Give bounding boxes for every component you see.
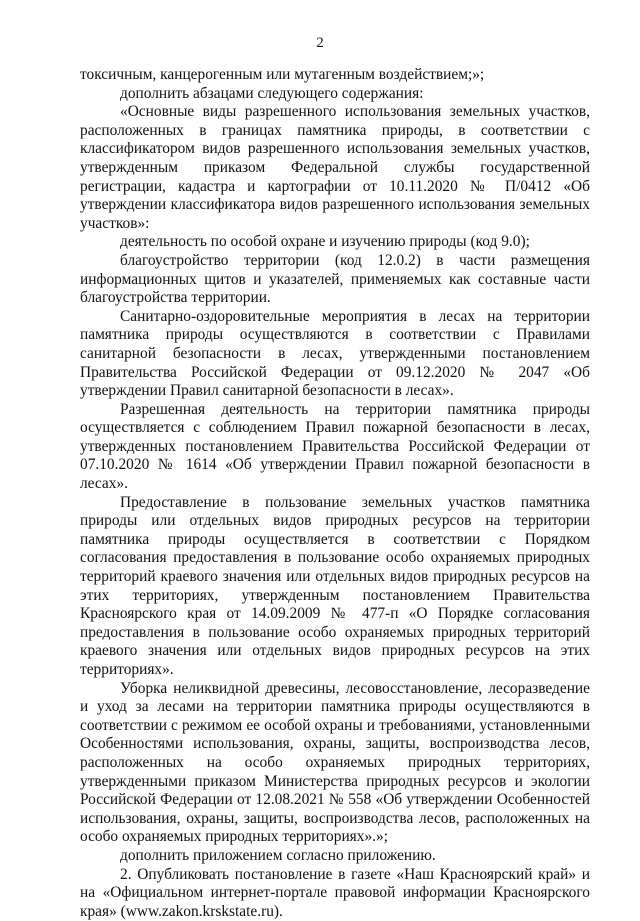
paragraph-9: Уборка неликвидной древесины, лесовосстановление, лесоразведение и уход за лесами на территории памятника природы осуществляются в соответствии с режимом ее особой охраны и требованиями, установленными Особенностями использования, охраны, защиты, воспроизводства лесов, расположенных на особо охраняемых природных территориях, утвержденными приказом Министерства природных ресурсов и экологии Российской Федерации от 12.08.2021 № 558 «Об утверждении Особенностей использования, охраны, защиты, воспроизводства лесов, расположенных на особо охраняемых природных территориях».»; bbox=[80, 679, 590, 846]
paragraph-2: дополнить абзацами следующего содержания: bbox=[120, 84, 424, 102]
paragraph-1: токсичным, канцерогенным или мутагенным воздействием;»; bbox=[80, 66, 485, 83]
paragraph-10: дополнить приложением согласно приложению. bbox=[120, 846, 436, 864]
paragraph-3: «Основные виды разрешенного использования земельных участков, расположенных в границах памятника природы, в соответствии с классификатором видов разрешенного использования земельных участков, утвержденным приказом Федеральной службы государственной регистрации, кадастра и картографии от 10.11.2020 № П/0412 «Об утверждении классификатора видов разрешенного использования земельных участков»: bbox=[80, 103, 590, 232]
paragraph-11: 2. Опубликовать постановление в газете «Наш Красноярский край» и на «Официальном интернет-портале правовой информации Красноярского края» (www.zakon.krskstate.ru). bbox=[80, 865, 590, 920]
paragraph-5: благоустройство территории (код 12.0.2) в части размещения информационных щитов и указателей, применяемых как составные части благоустройства территории. bbox=[80, 251, 590, 307]
paragraph-7: Разрешенная деятельность на территории памятника природы осуществляется с соблюдением Правил пожарной безопасности в лесах, утвержденных постановлением Правительства Российской Федерации от 07.10.2020 № 1614 «Об утверждении Правил пожарной безопасности в лесах». bbox=[80, 400, 590, 493]
document-body bbox=[80, 66, 590, 921]
paragraph-6: Санитарно-оздоровительные мероприятия в лесах на территории памятника природы осуществляются в соответствии с Правилами санитарной безопасности в лесах, утвержденными постановлением Правительства Российской Федерации от 09.12.2020 № 2047 «Об утверждении Правил санитарной безопасности в лесах». bbox=[80, 307, 590, 400]
paragraph-4: деятельность по особой охране и изучению природы (код 9.0); bbox=[120, 233, 530, 251]
paragraph-8: Предоставление в пользование земельных участков памятника природы или отдельных видов природных ресурсов на территории памятника природы осуществляется в соответствии с Порядком согласования предоставления в пользование особо охраняемых природных территорий краевого значения или отдельных видов природных ресурсов на этих территориях, утвержденным постановлением Правительства Красноярского края от 14.09.2009 № 477-п «О Порядке согласования предоставления в пользование особо охраняемых природных территорий краевого значения или отдельных видов природных ресурсов на этих территориях». bbox=[80, 493, 590, 678]
page-number: 2 bbox=[316, 35, 324, 51]
